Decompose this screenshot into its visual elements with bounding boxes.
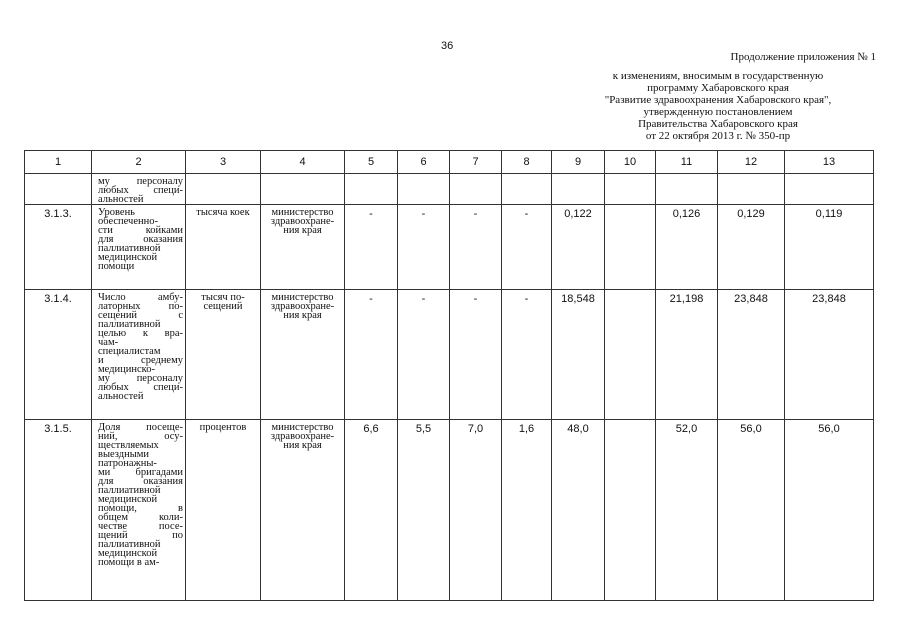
- responsible-body: [261, 290, 345, 420]
- indicator-name: [92, 420, 186, 601]
- indicator-name-line: Число амбу-: [98, 292, 183, 303]
- responsible-body-line: ния края: [283, 310, 322, 321]
- appendix-heading: [560, 51, 876, 142]
- column-header: 13: [785, 151, 874, 174]
- unit-of-measure: [186, 174, 261, 205]
- row-code: 3.1.3.: [25, 205, 92, 290]
- unit-of-measure: [186, 205, 261, 290]
- value-cell: 0,126: [656, 205, 718, 290]
- value-cell: 21,198: [656, 290, 718, 420]
- column-header: 1: [25, 151, 92, 174]
- indicator-name-line: любых специ-: [98, 382, 183, 393]
- indicator-name-line: му персоналу: [98, 176, 183, 187]
- indicator-name-line: и среднему: [98, 355, 183, 366]
- indicator-name-line: щений по: [98, 530, 183, 541]
- value-cell: [656, 174, 718, 205]
- responsible-body-line: ния края: [283, 440, 322, 451]
- table-header-row: [25, 151, 874, 174]
- indicator-name-line: любых специ-: [98, 185, 183, 196]
- indicator-name-line: му персоналу: [98, 373, 183, 384]
- table-row: [25, 290, 874, 420]
- indicator-name-line: патронажны-: [98, 458, 157, 469]
- responsible-body-line: министерство: [271, 422, 334, 433]
- value-cell: -: [502, 205, 552, 290]
- value-cell: -: [398, 290, 450, 420]
- indicator-name-line: медицинской: [98, 252, 158, 263]
- responsible-body-line: здравоохране-: [270, 301, 335, 312]
- indicator-name: [92, 205, 186, 290]
- column-header: 4: [261, 151, 345, 174]
- indicator-name-line: альностей: [98, 391, 144, 402]
- indicator-name-line: ми бригадами: [98, 467, 183, 478]
- unit-of-measure: [186, 420, 261, 601]
- value-cell: -: [502, 290, 552, 420]
- page-number: 36: [441, 40, 454, 52]
- appendix-heading-line: утвержденную постановлением: [643, 106, 793, 118]
- value-cell: 48,0: [552, 420, 605, 601]
- table-row: [25, 174, 874, 205]
- value-cell: 23,848: [718, 290, 785, 420]
- indicator-name: [92, 290, 186, 420]
- indicator-name-line: помощи в ам-: [98, 557, 160, 568]
- indicator-name-line: честве посе-: [98, 521, 183, 532]
- value-cell: 7,0: [450, 420, 502, 601]
- value-cell: 56,0: [718, 420, 785, 601]
- value-cell: [605, 420, 656, 601]
- value-cell: 52,0: [656, 420, 718, 601]
- appendix-heading-line: от 22 октября 2013 г. № 350-пр: [645, 130, 791, 142]
- value-cell: -: [345, 290, 398, 420]
- column-header: 8: [502, 151, 552, 174]
- responsible-body: [261, 420, 345, 601]
- value-cell: 0,119: [785, 205, 874, 290]
- indicator-name-line: помощи: [98, 261, 135, 272]
- column-header: 3: [186, 151, 261, 174]
- appendix-heading-line: "Развитие здравоохранения Хабаровского края",: [604, 94, 832, 106]
- indicator-name-line: для оказания: [98, 476, 183, 487]
- value-cell: -: [450, 205, 502, 290]
- responsible-body: [261, 205, 345, 290]
- row-code: 3.1.4.: [25, 290, 92, 420]
- unit-of-measure-line: тысяч по-: [201, 292, 245, 303]
- indicator-name-line: латорных по-: [98, 301, 183, 312]
- unit-of-measure-line: сещений: [203, 301, 243, 312]
- indicator-name-line: сти койками: [98, 225, 183, 236]
- indicator-name: [92, 174, 186, 205]
- indicators-table: [24, 150, 874, 601]
- indicator-name-line: паллиативной: [98, 243, 161, 254]
- value-cell: 5,5: [398, 420, 450, 601]
- appendix-subtitle: [560, 70, 876, 142]
- table-row: [25, 420, 874, 601]
- unit-of-measure: [186, 290, 261, 420]
- indicator-name-line: специалистам: [98, 346, 161, 357]
- responsible-body-line: ния края: [283, 225, 322, 236]
- indicator-name-line: паллиативной: [98, 319, 161, 330]
- value-cell: [345, 174, 398, 205]
- value-cell: [398, 174, 450, 205]
- appendix-heading-line: Правительства Хабаровского края: [638, 118, 798, 130]
- column-header: 12: [718, 151, 785, 174]
- value-cell: [552, 174, 605, 205]
- value-cell: 23,848: [785, 290, 874, 420]
- row-code: 3.1.5.: [25, 420, 92, 601]
- responsible-body-line: министерство: [271, 292, 334, 303]
- indicator-name-line: общем коли-: [98, 512, 183, 523]
- indicator-name-line: для оказания: [98, 234, 183, 245]
- value-cell: -: [345, 205, 398, 290]
- value-cell: 56,0: [785, 420, 874, 601]
- indicator-name-line: выездными: [98, 449, 150, 460]
- indicator-name-line: сещений с: [98, 310, 183, 321]
- responsible-body: [261, 174, 345, 205]
- value-cell: 0,129: [718, 205, 785, 290]
- indicator-name-line: обеспеченно-: [98, 216, 158, 227]
- column-header: 6: [398, 151, 450, 174]
- responsible-body-line: здравоохране-: [270, 216, 335, 227]
- indicator-name-line: паллиативной: [98, 485, 161, 496]
- indicator-name-line: целью к вра-: [98, 328, 183, 339]
- column-header: 5: [345, 151, 398, 174]
- value-cell: [785, 174, 874, 205]
- column-header: 2: [92, 151, 186, 174]
- indicator-name-line: медицинской: [98, 548, 158, 559]
- unit-of-measure-line: процентов: [199, 422, 247, 433]
- responsible-body-line: министерство: [271, 207, 334, 218]
- value-cell: [718, 174, 785, 205]
- responsible-body-line: здравоохране-: [270, 431, 335, 442]
- indicator-name-line: чам-: [98, 337, 119, 348]
- appendix-title: Продолжение приложения № 1: [730, 51, 876, 63]
- value-cell: [605, 290, 656, 420]
- indicator-name-line: паллиативной: [98, 539, 161, 550]
- column-header: 7: [450, 151, 502, 174]
- column-header: 9: [552, 151, 605, 174]
- value-cell: -: [398, 205, 450, 290]
- indicator-name-line: Доля посеще-: [98, 422, 183, 433]
- value-cell: 0,122: [552, 205, 605, 290]
- value-cell: -: [450, 290, 502, 420]
- indicator-name-line: Уровень: [98, 207, 135, 218]
- appendix-heading-line: программу Хабаровского края: [647, 82, 789, 94]
- value-cell: [450, 174, 502, 205]
- value-cell: 6,6: [345, 420, 398, 601]
- table-row: [25, 205, 874, 290]
- value-cell: 18,548: [552, 290, 605, 420]
- indicator-name-line: ний, осу-: [98, 431, 183, 442]
- appendix-heading-line: к изменениям, вносимым в государственную: [612, 70, 824, 82]
- row-code: [25, 174, 92, 205]
- unit-of-measure-line: тысяча коек: [196, 207, 250, 218]
- indicator-name-line: медицинско-: [98, 364, 155, 375]
- indicator-name-line: медицинской: [98, 494, 158, 505]
- indicator-name-line: альностей: [98, 194, 144, 205]
- column-header: 10: [605, 151, 656, 174]
- value-cell: [605, 205, 656, 290]
- indicator-name-line: помощи, в: [98, 503, 183, 514]
- column-header: 11: [656, 151, 718, 174]
- value-cell: 1,6: [502, 420, 552, 601]
- value-cell: [605, 174, 656, 205]
- value-cell: [502, 174, 552, 205]
- indicator-name-line: ществляемых: [98, 440, 159, 451]
